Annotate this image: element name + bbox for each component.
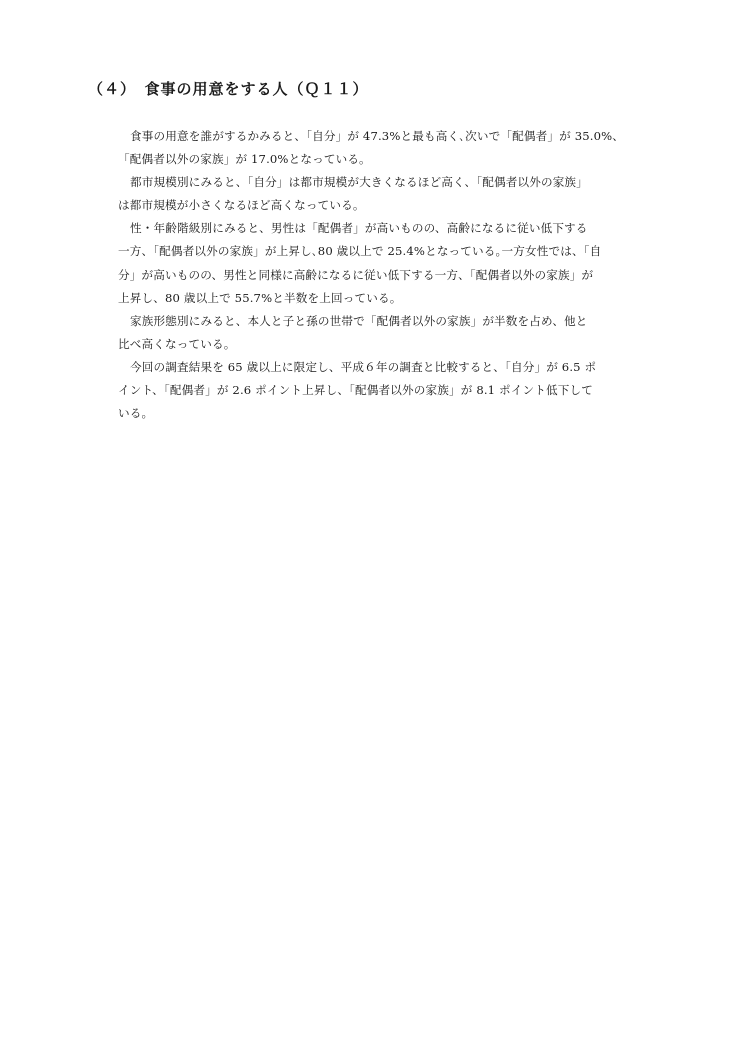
paragraph-3-line-3: 分」が高いものの、男性と同様に高齢になるに従い低下する一方、「配偶者以外の家族」が	[118, 267, 594, 282]
paragraph-5-line-1: 今回の調査結果を 65 歳以上に限定し、平成６年の調査と比較すると、「自分」が 6.5 ポ	[130, 359, 597, 374]
paragraph-1-line-1: 食事の用意を誰がするかみると、「自分」が 47.3%と最も高く､次いで「配偶者」が 35.0%、	[130, 129, 625, 143]
section-heading: （４） 食事の用意をする人（Ｑ１１）	[88, 80, 369, 98]
paragraph-4-line-1: 家族形態別にみると、本人と子と孫の世帯で「配偶者以外の家族」が半数を占め、他と	[130, 313, 588, 328]
paragraph-4-line-2: 比べ高くなっている。	[118, 336, 236, 351]
paragraph-3-line-2: 一方、「配偶者以外の家族」が上昇し､80 歳以上で 25.4%となっている｡一方女性では、「自	[118, 244, 602, 259]
paragraph-5-line-3: いる。	[118, 406, 154, 421]
paragraph-3-line-4: 上昇し、80 歳以上で 55.7%と半数を上回っている。	[118, 290, 402, 305]
paragraph-5-line-2: イント、「配偶者」が 2.6 ポイント上昇し、「配偶者以外の家族」が 8.1 ポイント低下して	[118, 383, 593, 398]
paragraph-1-line-2: 「配偶者以外の家族」が 17.0%となっている。	[118, 152, 371, 167]
paragraph-3-line-1: 性・年齢階級別にみると、男性は「配偶者」が高いものの、高齢になるに従い低下する	[130, 221, 588, 236]
body-text	[118, 125, 666, 425]
paragraph-2-line-1: 都市規模別にみると、「自分」は都市規模が大きくなるほど高く、「配偶者以外の家族」	[130, 175, 588, 190]
paragraph-2-line-2: は都市規模が小さくなるほど高くなっている。	[118, 198, 365, 213]
